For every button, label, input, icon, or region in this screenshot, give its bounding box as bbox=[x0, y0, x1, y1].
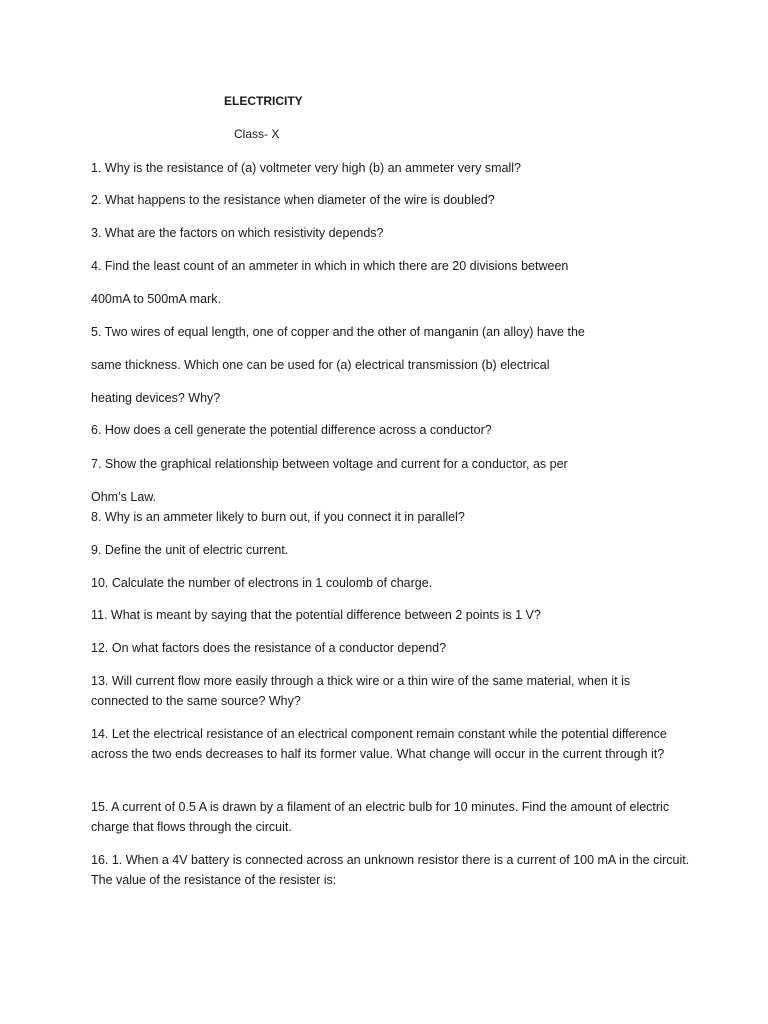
question-5-line-3: heating devices? Why? bbox=[91, 391, 221, 405]
question-2: 2. What happens to the resistance when diameter of the wire is doubled? bbox=[91, 193, 495, 207]
question-8: 8. Why is an ammeter likely to burn out, if you connect it in parallel? bbox=[91, 510, 465, 524]
question-4-line-2: 400mA to 500mA mark. bbox=[91, 292, 221, 306]
question-10: 10. Calculate the number of electrons in 1 coulomb of charge. bbox=[91, 576, 433, 590]
question-6: 6. How does a cell generate the potential difference across a conductor? bbox=[91, 423, 492, 437]
class-label: Class- X bbox=[234, 127, 280, 141]
question-7-line-1: 7. Show the graphical relationship between voltage and current for a conductor, as per bbox=[91, 457, 568, 471]
question-4-line-1: 4. Find the least count of an ammeter in which in which there are 20 divisions between bbox=[91, 259, 569, 273]
question-16: 16. 1. When a 4V battery is connected across an unknown resistor there is a current of 100 mA in the circuit. The value of the resistance of the resister is: bbox=[91, 853, 690, 887]
question-13: 13. Will current flow more easily through a thick wire or a thin wire of the same material, when it is connected to the same source? Why? bbox=[91, 674, 631, 708]
question-3: 3. What are the factors on which resistivity depends? bbox=[91, 226, 384, 240]
question-15: 15. A current of 0.5 A is drawn by a filament of an electric bulb for 10 minutes. Find the amount of electric charge that flows through the circuit. bbox=[91, 800, 670, 834]
question-5-line-2: same thickness. Which one can be used for (a) electrical transmission (b) electrical bbox=[91, 358, 550, 372]
question-7-line-2: Ohm’s Law. bbox=[91, 490, 157, 504]
question-12: 12. On what factors does the resistance of a conductor depend? bbox=[91, 641, 447, 655]
question-11: 11. What is meant by saying that the potential difference between 2 points is 1 V? bbox=[91, 608, 541, 622]
document-title: ELECTRICITY bbox=[224, 94, 303, 108]
question-1: 1. Why is the resistance of (a) voltmeter very high (b) an ammeter very small? bbox=[91, 161, 522, 175]
question-14: 14. Let the electrical resistance of an electrical component remain constant while the potential difference across the two ends decreases to half its former value. What change will occur in the current through it? bbox=[91, 727, 667, 761]
question-5-line-1: 5. Two wires of equal length, one of copper and the other of manganin (an alloy) have the bbox=[91, 325, 585, 339]
question-9: 9. Define the unit of electric current. bbox=[91, 543, 289, 557]
